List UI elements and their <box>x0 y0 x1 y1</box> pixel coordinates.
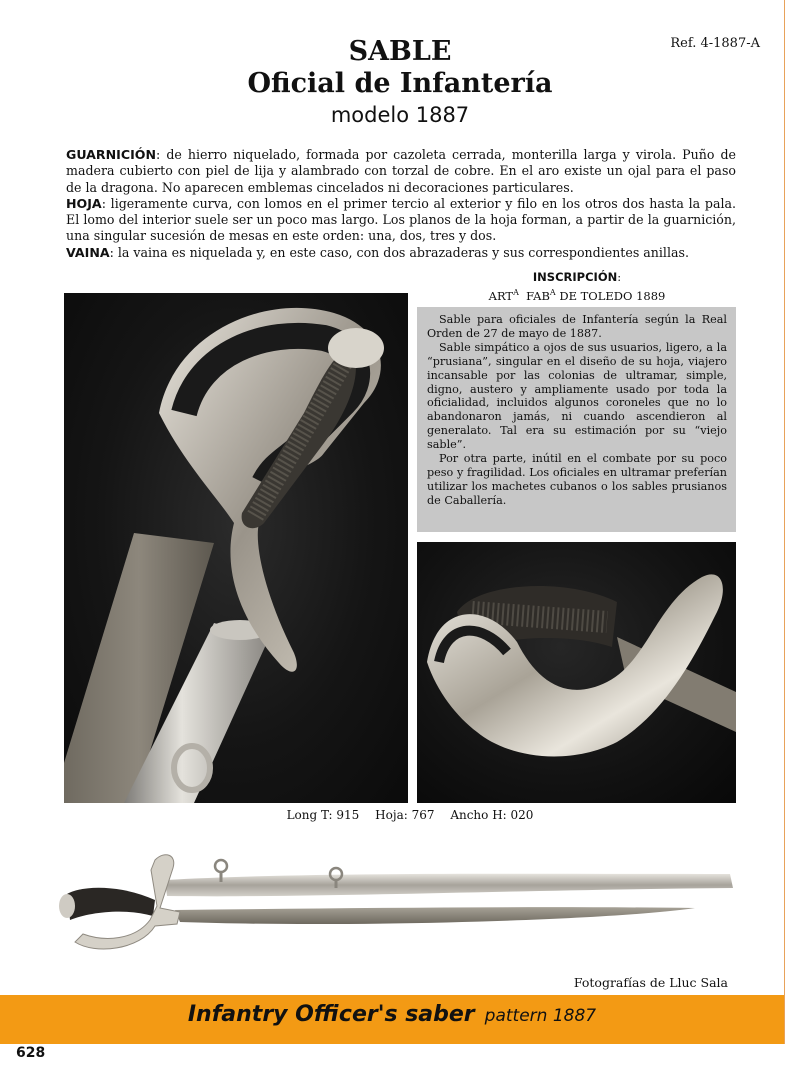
desc-guarnicion-label: GUARNICIÓN <box>66 147 157 162</box>
inscription-fab: FAB <box>526 288 550 303</box>
description-block <box>66 147 736 261</box>
footer-pattern: pattern 1887 <box>484 1006 597 1026</box>
page-title <box>0 36 800 130</box>
desc-vaina-text: : la vaina es niquelada y, en este caso, con dos abrazaderas y sus correspondientes anillas. <box>109 244 689 260</box>
title-oficial: Oficial de Infantería <box>247 68 553 99</box>
footer-title <box>0 1002 784 1027</box>
dim-long: Long T: 915 <box>286 808 360 822</box>
desc-guarnicion-text: : de hierro niquelado, formada por cazoleta cerrada, monterilla larga y virola. Puño de madera cubierto con piel de lija y alambrado con torzal de cobre. En el aro existe un ojal para el paso de la dragona. No aparecen emblemas cincelados ni decoraciones particulares. <box>66 147 736 195</box>
footer-english-title: Infantry Officer's saber <box>187 1002 475 1027</box>
desc-vaina-label: VAINA <box>66 244 110 260</box>
inscription-sup-a: A <box>513 288 519 297</box>
inscription <box>418 270 736 304</box>
desc-guarnicion <box>66 147 736 196</box>
dim-ancho: Ancho H: 020 <box>450 808 534 822</box>
note-paragraph-3: Por otra parte, inútil en el combate por su poco peso y fragilidad. Los oficiales en ultramar preferían utilizar los machetes cubanos o los sables prusianos de Caballería. <box>427 452 727 507</box>
inscription-art: ART <box>488 288 514 303</box>
desc-hoja-text: : ligeramente curva, con lomos en el primer tercio al exterior y filo en los otros dos hasta la pala. El lomo del interior suele ser un poco mas largo. Los planos de la hoja forman, a partir de la guarnición, una singular sucesión de mesas en este orden: una, dos, tres y dos. <box>66 195 736 244</box>
photo-guard-closeup <box>417 542 736 803</box>
desc-hoja <box>66 196 736 245</box>
inscription-colon: : <box>617 270 622 284</box>
title-sable: SABLE <box>348 36 452 67</box>
page-frame-line <box>784 0 785 1044</box>
photo-hilt-closeup <box>64 293 408 803</box>
page-number: 628 <box>16 1045 46 1061</box>
inscription-text <box>418 285 736 304</box>
note-paragraph-1: Sable para oficiales de Infantería según la Real Orden de 27 de mayo de 1887. <box>427 313 727 340</box>
inscription-rest: DE TOLEDO 1889 <box>559 288 666 303</box>
history-note-box <box>417 307 736 532</box>
inscription-sup-b: A <box>549 288 556 297</box>
photo-credit: Fotografías de Lluc Sala <box>573 975 728 990</box>
title-model: modelo 1887 <box>330 103 470 127</box>
reference-code: Ref. 4-1887-A <box>670 36 760 51</box>
note-paragraph-2: Sable simpático a ojos de sus usuarios, ligero, a la “prusiana”, singular en el diseño de su hoja, viajero incansable por las colonias de ultramar, simple, digno, austero y ampliamente usado por toda la oficialidad, incluidos algunos coroneles que no lo abandonaron jamás, ni cuando ascendieron al generalato. Tal era su estimación por su “viejo sable”. <box>427 340 727 452</box>
inscription-heading: INSCRIPCIÓN <box>532 270 618 284</box>
dimensions <box>0 808 800 822</box>
dim-hoja: Hoja: 767 <box>375 808 435 822</box>
desc-hoja-label: HOJA <box>66 195 102 211</box>
desc-vaina <box>66 245 736 261</box>
photo-full-saber <box>55 850 745 970</box>
